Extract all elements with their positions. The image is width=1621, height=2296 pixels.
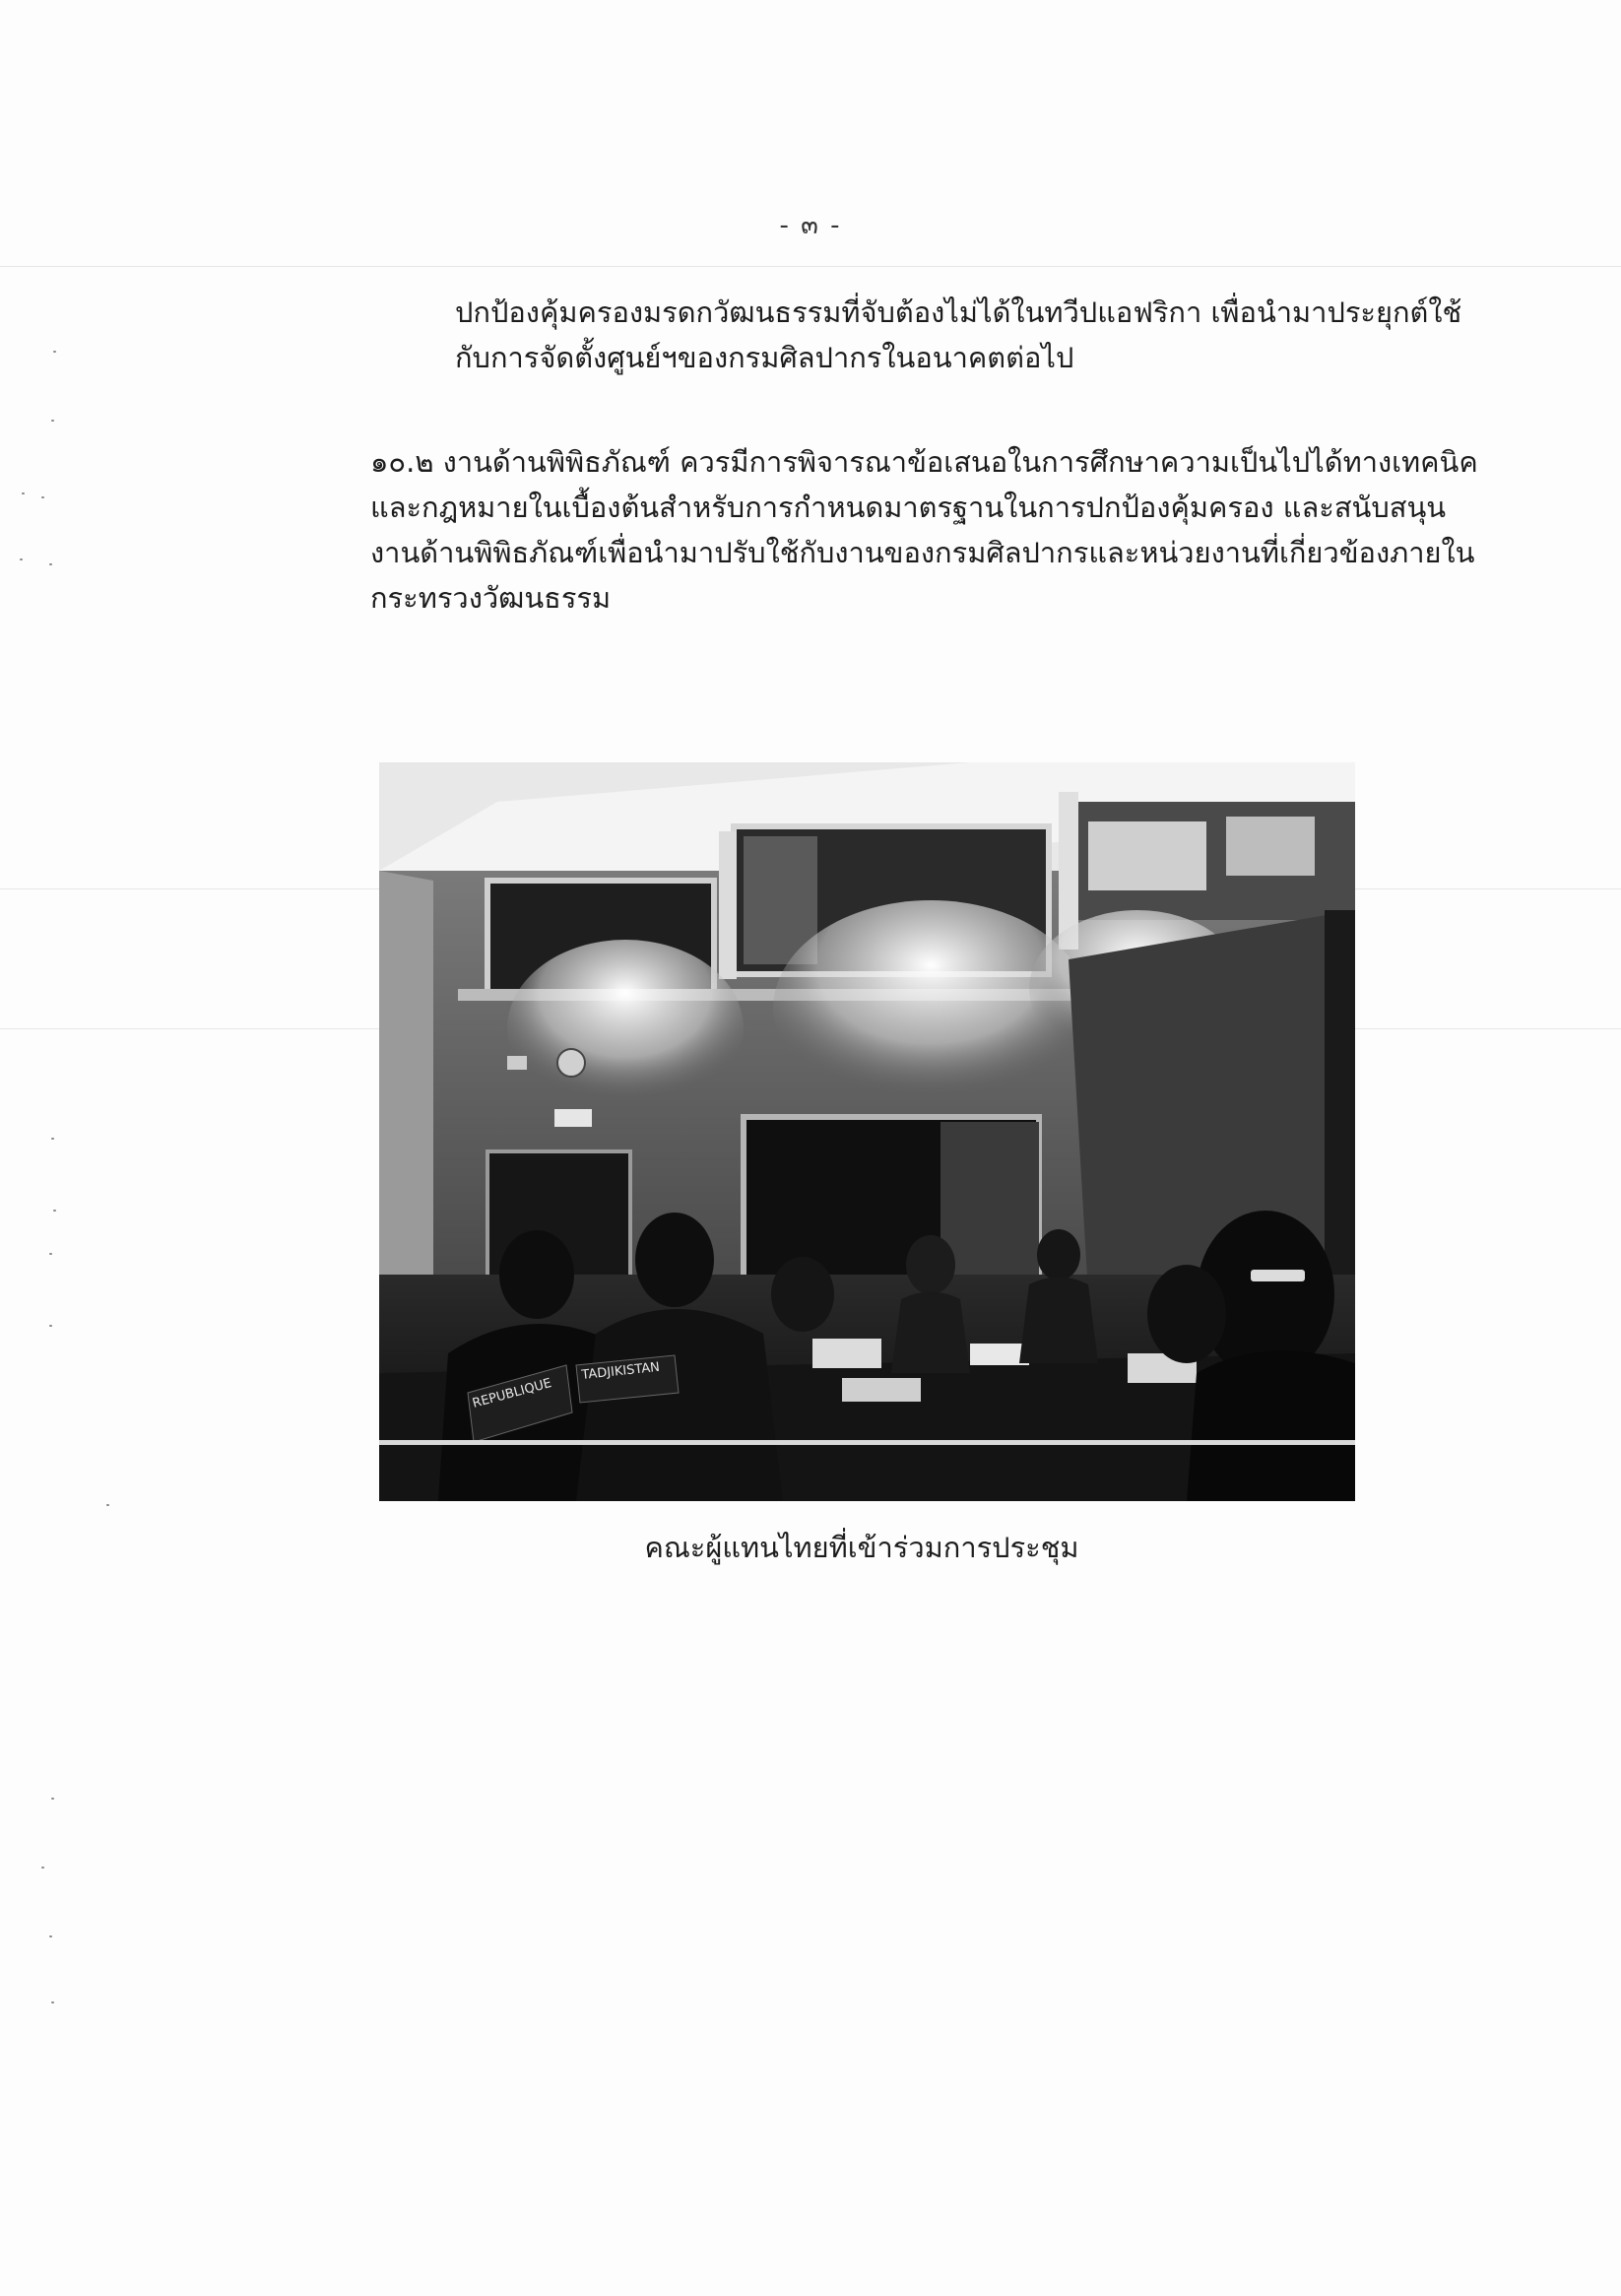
scan-speck [51,2001,54,2003]
paragraph-1 [455,290,1461,380]
scan-speck [53,1210,56,1212]
paragraph-line: ๑๐.๒ งานด้านพิพิธภัณฑ์ ควรมีการพิจารณาข้อเสนอในการศึกษาความเป็นไปได้ทางเทคนิค [370,445,1478,479]
scan-speck [20,558,23,560]
desk-sign-republique: REPUBLIQUE [471,1376,553,1411]
scan-speck [49,563,52,565]
paragraph-line: งานด้านพิพิธภัณฑ์เพื่อนำมาปรับใช้กับงานของกรมศิลปากรและหน่วยงานที่เกี่ยวข้องภายใน [370,536,1475,569]
scan-speck [49,1325,52,1327]
scan-speck [53,351,56,353]
paragraph-line: ปกป้องคุ้มครองมรดกวัฒนธรรมที่จับต้องไม่ได้ในทวีปแอฟริกา เพื่อนำมาประยุกต์ใช้ [455,295,1462,329]
scan-speck [49,1935,52,1937]
scan-speck [41,1867,44,1869]
scan-speck [49,1253,52,1255]
scan-speck [51,1138,54,1140]
meeting-photo [379,762,1355,1501]
scan-speck [51,420,54,422]
scan-speck [106,1504,109,1506]
paragraph-line: กระทรวงวัฒนธรรม [370,581,612,615]
desk-sign-tadjikistan: TADJIKISTAN [580,1359,661,1383]
photo-caption: คณะผู้แทนไทยที่เข้าร่วมการประชุม [644,1531,1079,1564]
paragraph-line: กับการจัดตั้งศูนย์ฯของกรมศิลปากรในอนาคตต่อไป [455,341,1074,374]
page-number: - ๓ - [779,211,842,240]
paragraph-2 [370,439,1478,621]
scan-artifact-line [0,266,1621,267]
scan-speck [22,492,25,494]
scan-speck [41,496,44,498]
scan-speck [51,1798,54,1800]
paragraph-line: และกฎหมายในเบื้องต้นสำหรับการกำหนดมาตรฐานในการปกป้องคุ้มครอง และสนับสนุน [370,491,1447,524]
